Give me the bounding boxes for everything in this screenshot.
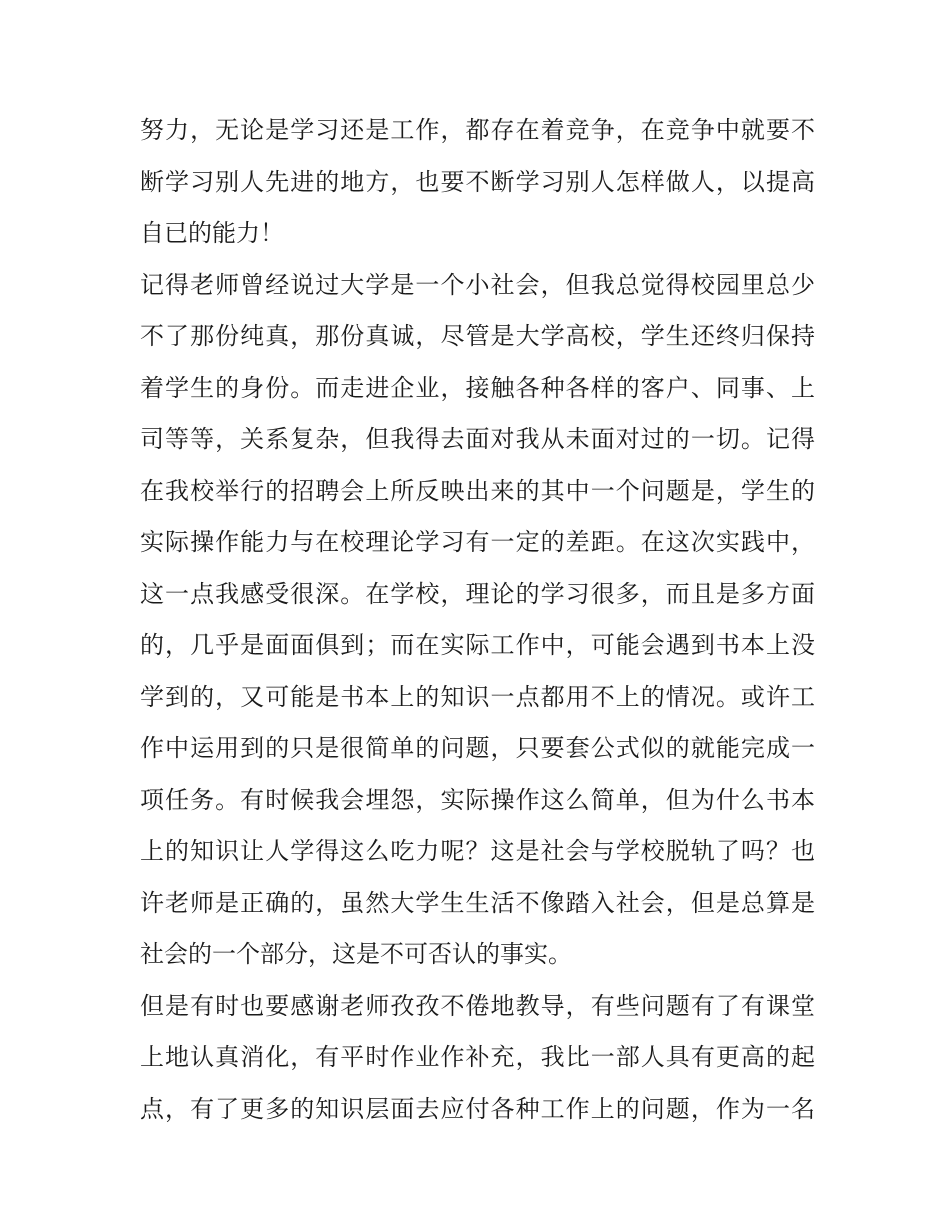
document-body — [140, 105, 815, 1135]
text-line: 不了那份纯真，那份真诚，尽管是大学高校，学生还终归保持 — [140, 322, 815, 350]
text-line: 在我校举行的招聘会上所反映出来的其中一个问题是，学生的 — [140, 476, 815, 505]
text-line: 司等等，关系复杂，但我得去面对我从未面对过的一切。记得 — [140, 425, 815, 453]
text-line: 点，有了更多的知识层面去应付各种工作上的问题，作为一名 — [140, 1094, 815, 1123]
text-line: 作中运用到的只是很简单的问题，只要套公式似的就能完成一 — [140, 734, 815, 762]
text-line: 但是有时也要感谢老师孜孜不倦地教导，有些问题有了有课堂 — [140, 991, 815, 1020]
text-line: 实际操作能力与在校理论学习有一定的差距。在这次实践中， — [140, 528, 815, 556]
text-line: 项任务。有时候我会埋怨，实际操作这么简单，但为什么书本 — [140, 785, 815, 814]
text-line: 这一点我感受很深。在学校，理论的学习很多，而且是多方面 — [140, 579, 815, 608]
text-line: 上地认真消化，有平时作业作补充，我比一部人具有更高的起 — [140, 1043, 815, 1071]
text-line: 自已的能力！ — [140, 219, 284, 247]
text-line: 学到的，又可能是书本上的知识一点都用不上的情况。或许工 — [140, 682, 815, 711]
text-line: 断学习别人先进的地方，也要不断学习别人怎样做人，以提高 — [140, 167, 815, 196]
text-line: 努力，无论是学习还是工作，都存在着竞争，在竞争中就要不 — [140, 116, 815, 144]
text-line: 社会的一个部分，这是不可否认的事实。 — [140, 940, 572, 968]
text-line: 上的知识让人学得这么吃力呢？这是社会与学校脱轨了吗？也 — [140, 837, 815, 865]
text-line: 着学生的身份。而走进企业，接触各种各样的客户、同事、上 — [140, 373, 815, 402]
text-line: 的，几乎是面面俱到；而在实际工作中，可能会遇到书本上没 — [140, 631, 815, 659]
text-line: 记得老师曾经说过大学是一个小社会，但我总觉得校园里总少 — [140, 270, 815, 299]
text-line: 许老师是正确的，虽然大学生生活不像踏入社会，但是总算是 — [140, 888, 815, 917]
